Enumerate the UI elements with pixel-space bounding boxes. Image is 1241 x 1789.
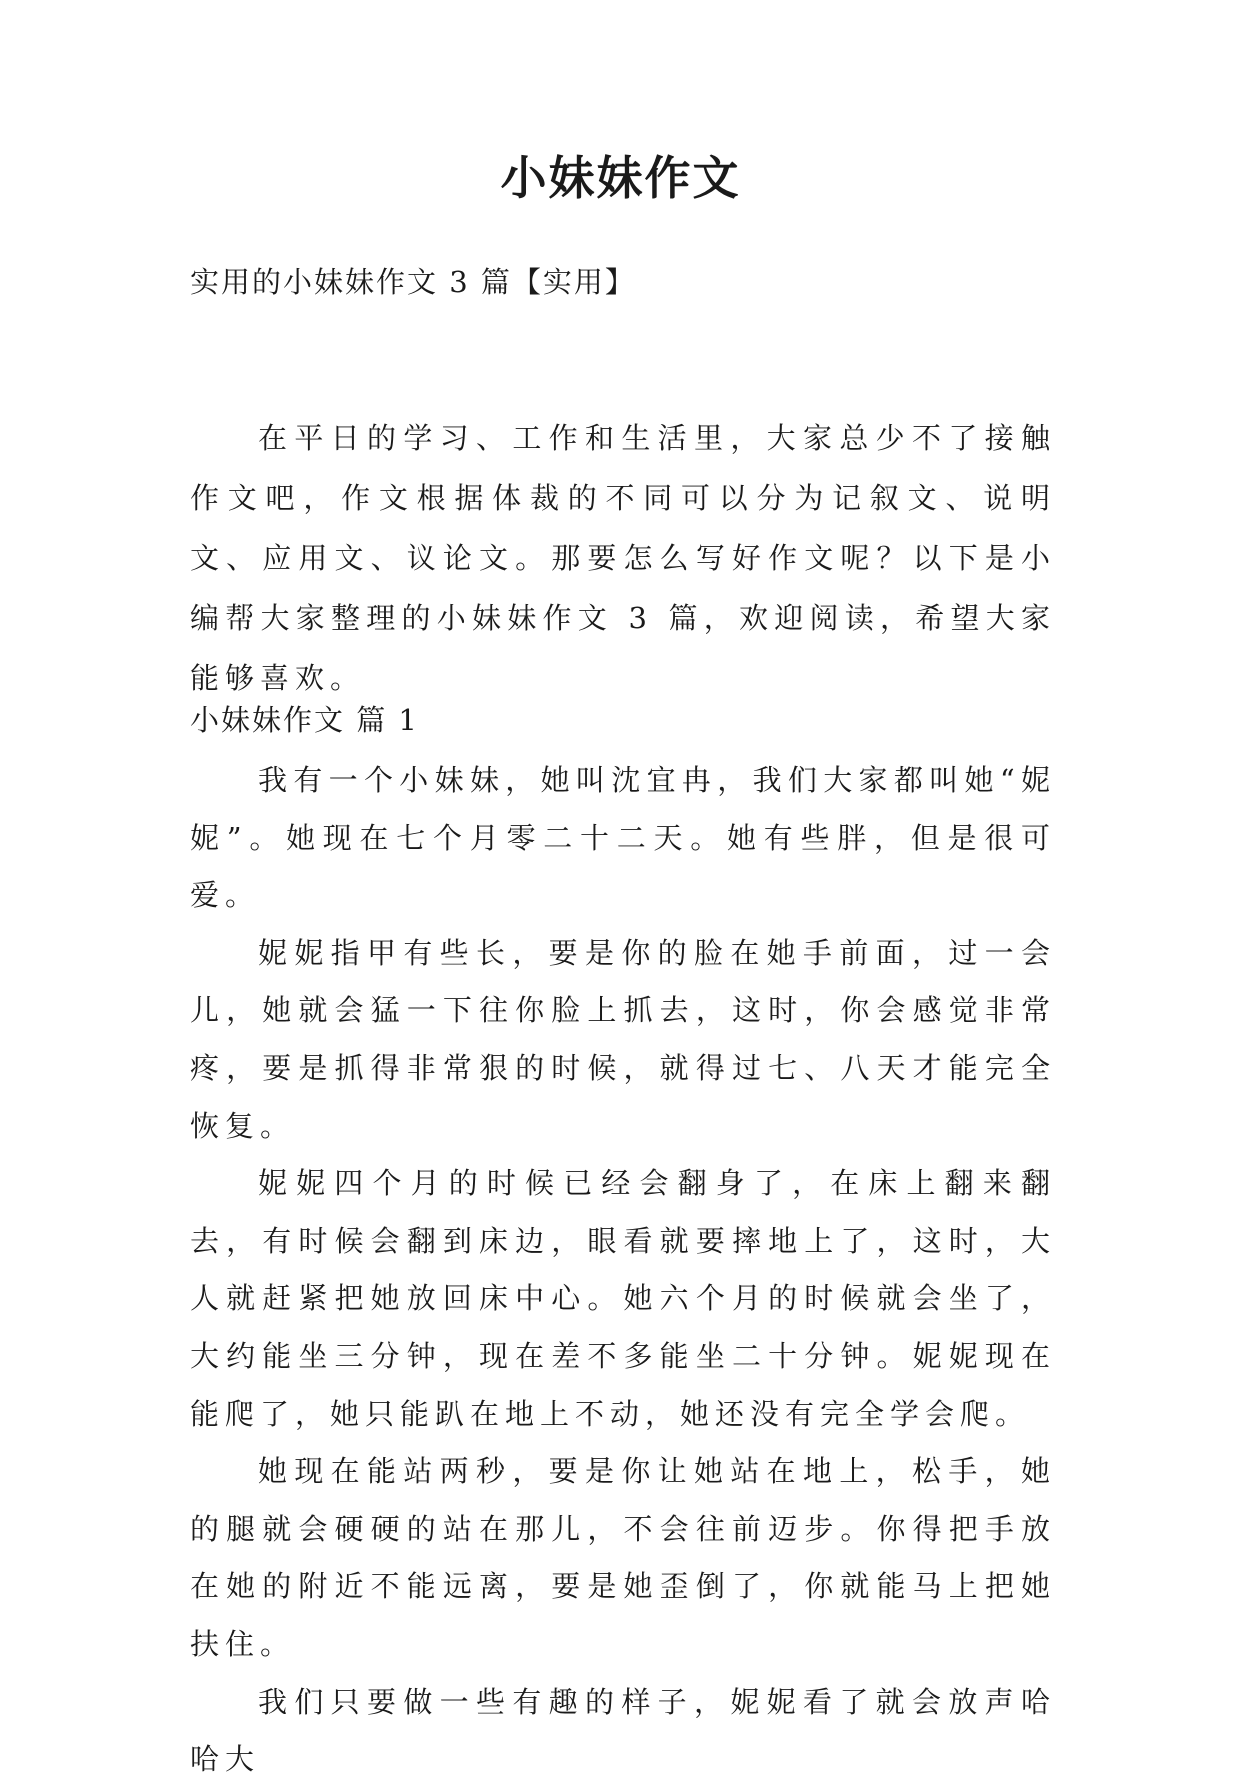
section-heading: 小妹妹作文 篇 1	[190, 703, 419, 737]
document-subtitle: 实用的小妹妹作文 3 篇【实用】	[190, 265, 636, 299]
article-paragraph: 妮妮四个月的时候已经会翻身了，在床上翻来翻去，有时候会翻到床边，眼看就要摔地上了，这时，大人就赶紧把她放回床中心。她六个月的时候就会坐了，大约能坐三分钟，现在差不多能坐二十分钟。妮妮现在能爬了，她只能趴在地上不动，她还没有完全学会爬。	[190, 1166, 1056, 1431]
article-paragraph: 我有一个小妹妹，她叫沈宜冉，我们大家都叫她“妮妮”。她现在七个月零二十二天。她有些胖，但是很可爱。	[190, 763, 1056, 913]
article-paragraph: 她现在能站两秒，要是你让她站在地上，松手，她的腿就会硬硬的站在那儿，不会往前迈步。你得把手放在她的附近不能远离，要是她歪倒了，你就能马上把她扶住。	[190, 1454, 1056, 1661]
document-title: 小妹妹作文	[500, 151, 741, 205]
article-paragraph: 我们只要做一些有趣的样子，妮妮看了就会放声哈哈大	[190, 1684, 1056, 1777]
article-body	[190, 752, 1056, 1789]
article-paragraph: 妮妮指甲有些长，要是你的脸在她手前面，过一会儿，她就会猛一下往你脸上抓去，这时，你会感觉非常疼，要是抓得非常狠的时候，就得过七、八天才能完全恢复。	[190, 935, 1056, 1143]
intro-paragraph: 在平日的学习、工作和生活里，大家总少不了接触作文吧，作文根据体裁的不同可以分为记叙文、说明文、应用文、议论文。那要怎么写好作文呢？以下是小编帮大家整理的小妹妹作文 3 篇，欢迎阅读，希望大家能够喜欢。	[190, 421, 1056, 695]
